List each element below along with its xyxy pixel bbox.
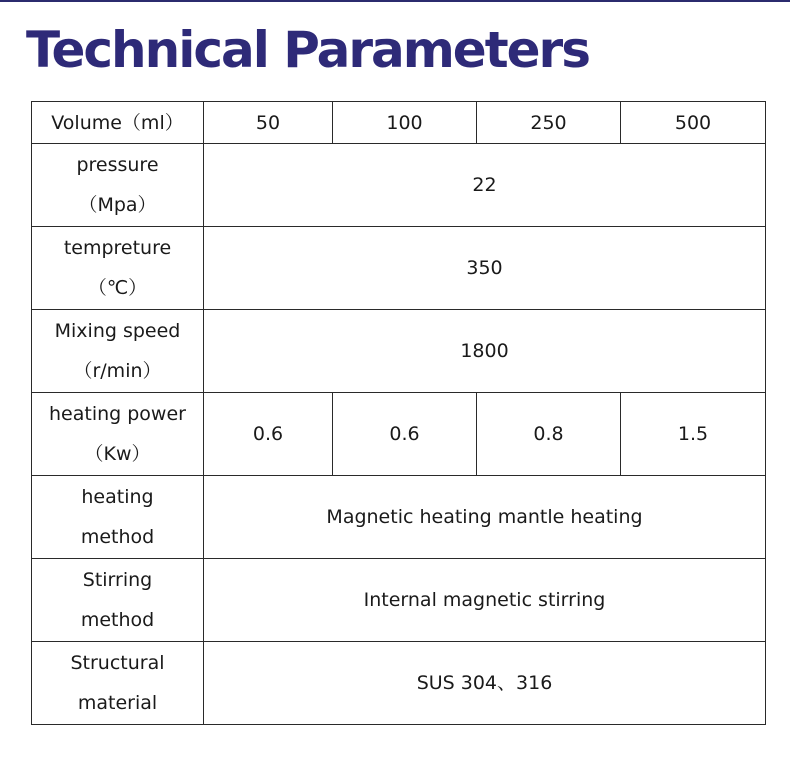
table-row-pressure [32,144,766,227]
heating-power-100-cell: 0.6 [333,393,477,476]
row-label-mixing-speed [32,310,204,393]
row-label-structural-material [32,642,204,725]
temperature-value-cell: 350 [204,227,766,310]
row-label-line: Stirring [82,569,153,591]
row-label-unit: （Mpa） [78,194,157,216]
row-label-line: Structural [70,652,165,674]
table-row-heating-method [32,476,766,559]
heating-power-250-cell: 0.8 [477,393,621,476]
table-row-stirring-method [32,559,766,642]
mixing-speed-value-cell: 1800 [204,310,766,393]
stirring-method-value-cell: Internal magnetic stirring [204,559,766,642]
pressure-value-cell: 22 [204,144,766,227]
row-label-volume: Volume（ml） [32,102,204,144]
row-label-line: method [80,526,155,548]
row-label-unit: （℃） [87,277,148,299]
row-label-line: material [77,692,158,714]
volume-500-cell: 500 [621,102,766,144]
row-label-line: tempreture [63,237,172,259]
table-row-temperature [32,227,766,310]
row-label-unit: （r/min） [73,360,162,382]
row-label-line: heating power [49,403,186,425]
row-label-heating-method [32,476,204,559]
row-label-unit: （Kw） [84,443,151,465]
row-label-stirring-method [32,559,204,642]
table-row-volume [32,102,766,144]
heating-power-50-cell: 0.6 [204,393,333,476]
row-label-temperature [32,227,204,310]
page-title: Technical Parameters [26,21,589,79]
row-label-pressure [32,144,204,227]
volume-50-cell: 50 [204,102,333,144]
table-row-structural-material [32,642,766,725]
row-label-line: method [80,609,155,631]
technical-parameters-table [31,101,766,725]
volume-100-cell: 100 [333,102,477,144]
row-label-line: pressure [76,154,159,176]
heating-method-value-cell: Magnetic heating mantle heating [204,476,766,559]
row-label-heating-power [32,393,204,476]
table-row-mixing-speed [32,310,766,393]
heating-power-500-cell: 1.5 [621,393,766,476]
row-label-line: Mixing speed [54,320,181,342]
top-rule [0,0,790,2]
row-label-line: heating [81,486,154,508]
volume-250-cell: 250 [477,102,621,144]
table-row-heating-power [32,393,766,476]
structural-material-value-cell: SUS 304、316 [204,642,766,725]
